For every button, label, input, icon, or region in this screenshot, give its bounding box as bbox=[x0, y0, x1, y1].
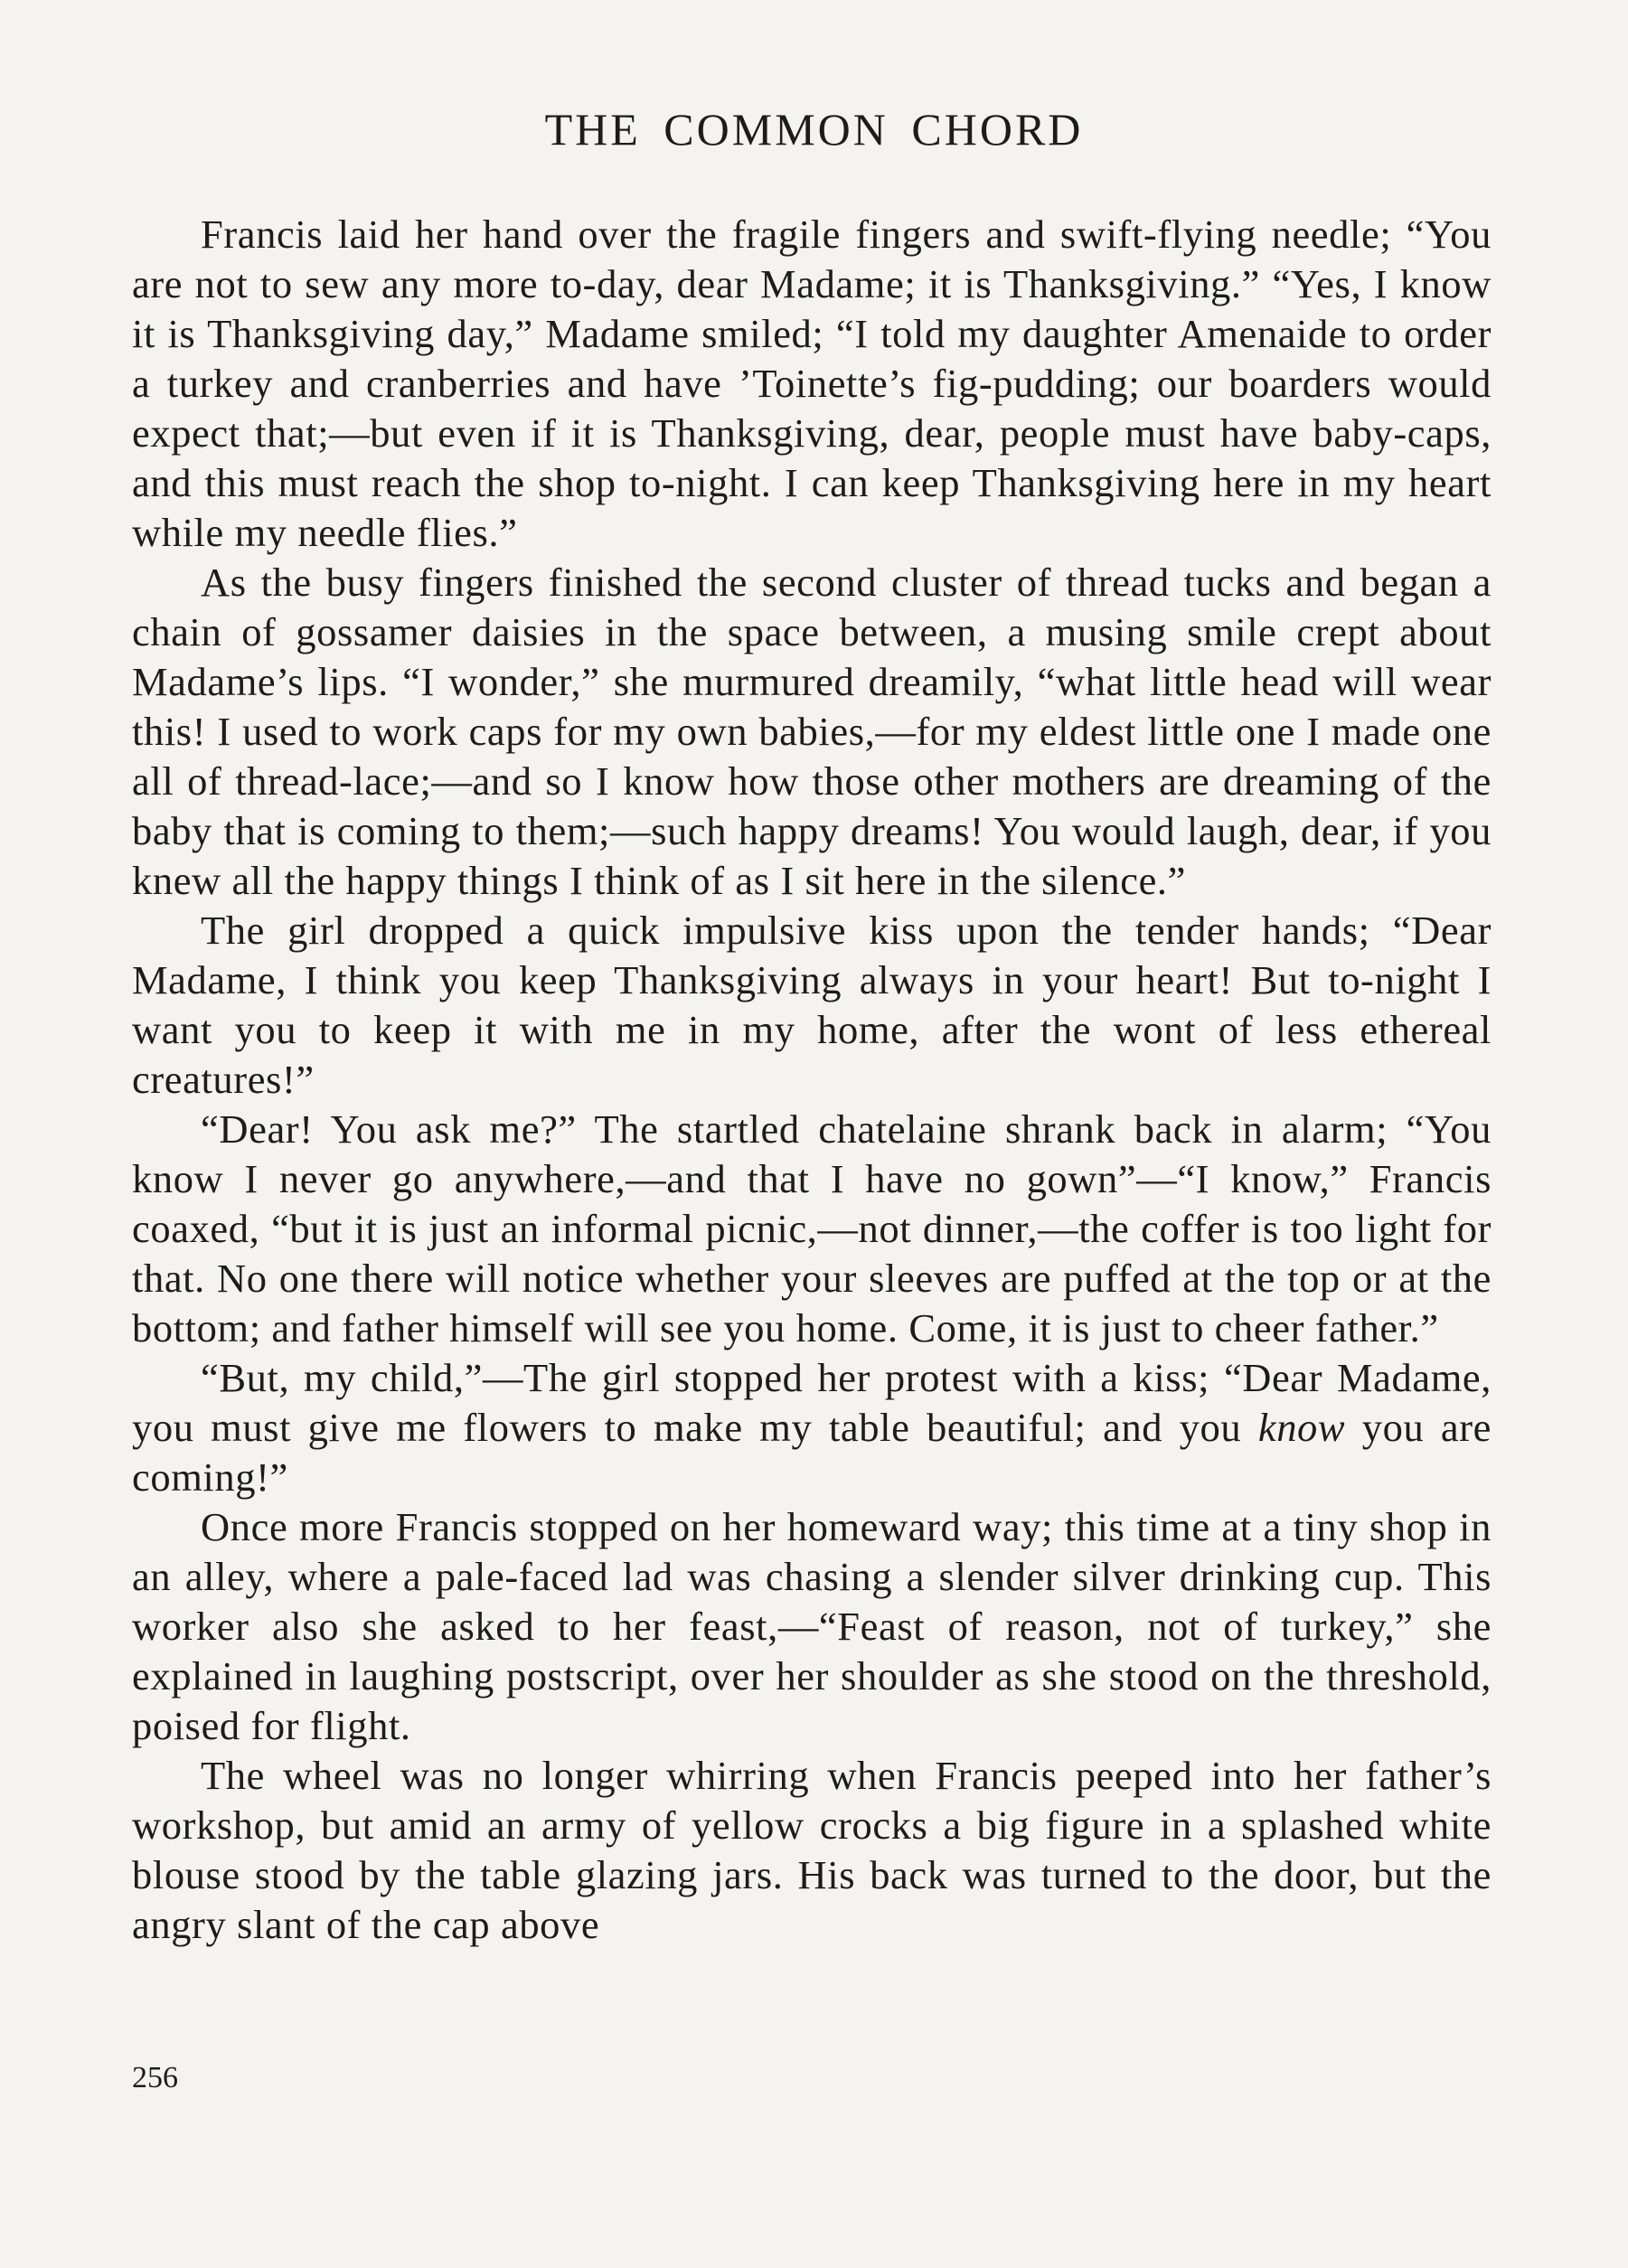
page-number: 256 bbox=[132, 2061, 178, 2094]
paragraph-4: “Dear! You ask me?” The startled chatelaine shrank back in alarm; “You know I never go anywhere,—and that I have no gown”—“I know,” Francis coaxed, “but it is just an informal picnic,—not dinner,—the coffer is too light for that. No one there will notice whether your sleeves are puffed at the top or at the bottom; and father himself will see you home. Come, it is just to cheer father.” bbox=[132, 1106, 1492, 1350]
body-text bbox=[132, 210, 1492, 1950]
emphasis-word: know bbox=[1257, 1405, 1346, 1450]
paragraph-2: As the busy fingers finished the second cluster of thread tucks and began a chain of gossamer daisies in the space between, a musing smile crept about Madame’s lips. “I wonder,” she murmured dreamily, “what little head will wear this! I used to work caps for my own babies,—for my eldest little one I made one all of thread-lace;—and so I know how those other mothers are dreaming of the baby that is coming to them;—such happy dreams! You would laugh, dear, if you knew all the happy things I think of as I sit here in the silence.” bbox=[132, 560, 1492, 903]
paragraph-5 bbox=[132, 1353, 1492, 1502]
paragraph-6: Once more Francis stopped on her homeward way; this time at a tiny shop in an alley, where a pale-faced lad was chasing a slender silver drinking cup. This worker also she asked to her feast,—“Feast of reason, not of turkey,” she explained in laughing postscript, over her shoulder as she stood on the threshold, poised for flight. bbox=[132, 1504, 1492, 1748]
paragraph-1: Francis laid her hand over the fragile fingers and swift-flying needle; “You are not to sew any more to-day, dear Madame; it is Thanksgiving.” “Yes, I know it is Thanksgiving day,” Madame smiled; “I told my daughter Amenaide to order a turkey and cranberries and have ’Toinette’s fig-pudding; our boarders would expect that;—but even if it is Thanksgiving, dear, people must have baby-caps, and this must reach the shop to-night. I can keep Thanksgiving here in my heart while my needle flies.” bbox=[132, 212, 1492, 555]
running-head: THE COMMON CHORD bbox=[544, 104, 1084, 155]
paragraph-7: The wheel was no longer whirring when Francis peeped into her father’s workshop, but amid an army of yellow crocks a big figure in a splashed white blouse stood by the table glazing jars. His back was turned to the door, but the angry slant of the cap above bbox=[132, 1753, 1492, 1947]
paragraph-5-start: “But, my child,”—The girl stopped her protest with a kiss; “Dear Madame, you must give me flowers to make my table beautiful; and you bbox=[132, 1355, 1492, 1450]
paragraph-3: The girl dropped a quick impulsive kiss upon the tender hands; “Dear Madame, I think you keep Thanksgiving always in your heart! But to-night I want you to keep it with me in my home, after the wont of less ethereal creatures!” bbox=[132, 908, 1492, 1102]
paragraph-5-end: you are coming!” bbox=[132, 1405, 1492, 1500]
